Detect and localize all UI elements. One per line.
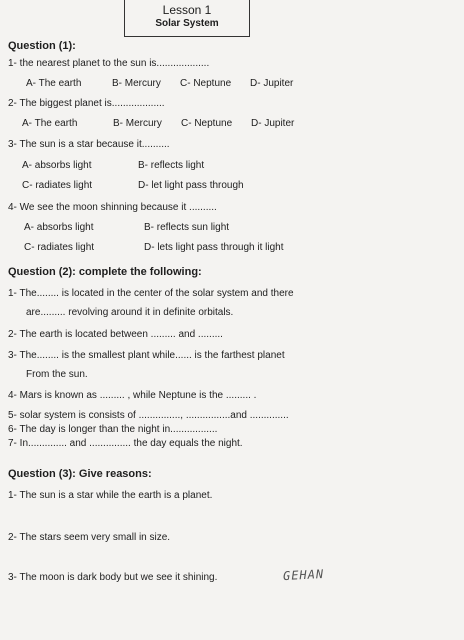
q1-item-1-option-b: B- Mercury [112, 78, 161, 89]
q1-item-2-option-b: B- Mercury [113, 118, 162, 129]
q1-item-4-option-a: A- absorbs light [24, 222, 94, 233]
signature-watermark: GEHAN [282, 566, 325, 584]
lesson-number: Lesson 1 [162, 3, 212, 17]
q1-item-3-option-a: A- absorbs light [22, 160, 92, 171]
question-3-heading: Question (3): Give reasons: [8, 468, 152, 480]
q1-item-1-option-c: C- Neptune [180, 78, 232, 89]
q2-line-6: 6- The day is longer than the night in................. [8, 424, 218, 435]
q1-item-3-option-b: B- reflects light [138, 160, 205, 171]
q1-item-2: 2- The biggest planet is................... [8, 98, 165, 109]
lesson-topic: Solar System [155, 18, 219, 29]
q1-item-2-option-d: D- Jupiter [251, 118, 295, 129]
q1-item-1: 1- the nearest planet to the sun is................... [8, 58, 210, 69]
lesson-title-box [124, 0, 250, 37]
q3-line-3: 3- The moon is dark body but we see it shining. [8, 572, 218, 583]
question-1-heading: Question (1): [8, 40, 76, 52]
q1-item-3-option-d: D- let light pass through [138, 180, 244, 191]
question-2-heading: Question (2): complete the following: [8, 266, 202, 278]
q1-item-4-option-d: D- lets light pass through it light [144, 242, 284, 253]
q2-line-1-cont: are......... revolving around it in definite orbitals. [26, 307, 234, 318]
q1-item-2-option-c: C- Neptune [181, 118, 233, 129]
q1-item-4: 4- We see the moon shinning because it .......... [8, 202, 217, 213]
q1-item-4-option-c: C- radiates light [24, 242, 95, 253]
q1-item-4-option-b: B- reflects sun light [144, 222, 230, 233]
q3-line-1: 1- The sun is a star while the earth is a planet. [8, 490, 213, 501]
q2-line-7: 7- In.............. and ............... the day equals the night. [8, 438, 243, 449]
q1-item-2-option-a: A- The earth [22, 118, 78, 129]
q2-line-3-cont: From the sun. [26, 369, 88, 380]
q1-item-3-option-c: C- radiates light [22, 180, 93, 191]
q2-line-3: 3- The........ is the smallest plant while...... is the farthest planet [8, 350, 285, 361]
q2-line-1: 1- The........ is located in the center of the solar system and there [8, 288, 294, 299]
q1-item-1-option-d: D- Jupiter [250, 78, 294, 89]
q3-line-2: 2- The stars seem very small in size. [8, 532, 171, 543]
q2-line-4: 4- Mars is known as ......... , while Neptune is the ......... . [8, 390, 257, 401]
q1-item-3: 3- The sun is a star because it.......... [8, 139, 170, 150]
q2-line-5: 5- solar system is consists of ..............., ................and .............. [8, 410, 289, 421]
q1-item-1-option-a: A- The earth [26, 78, 82, 89]
q2-line-2: 2- The earth is located between ......... and ......... [8, 329, 223, 340]
